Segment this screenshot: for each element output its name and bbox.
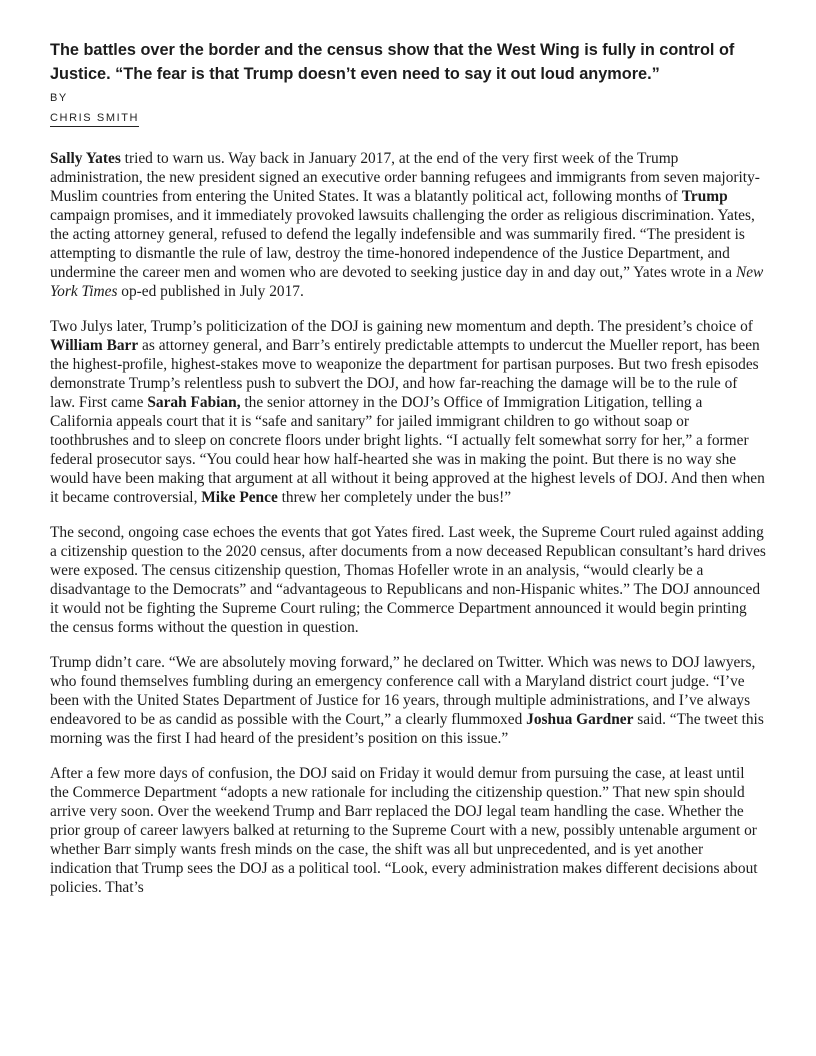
bold-name: Joshua Gardner [526,711,634,728]
article-dek: The battles over the border and the census show that the West Wing is fully in control of Justice. “The fear is that Trump doesn’t even need to say it out loud anymore.” [50,41,735,83]
bold-name: William Barr [50,337,139,354]
paragraph-text: The second, ongoing case echoes the events that got Yates fired. Last week, the Supreme Court ruled against adding a citizenship question to the 2020 census, after documents from a now deceased Republican consultant’s hard drives were exposed. The census citizenship question, Thomas Hofeller wrote in an analysis, “would clearly be a disadvantage to the Democrats” and “advantageous to Republicans and non-Hispanic whites.” The DOJ announced it would not be fighting the Supreme Court ruling; the Commerce Department announced it would begin printing the census forms without the question in question. [50,524,766,636]
paragraph-text: After a few more days of confusion, the DOJ said on Friday it would demur from pursuing the case, at least until the Commerce Department “adopts a new rationale for including the citizenship question.” That new spin should arrive very soon. Over the weekend Trump and Barr replaced the DOJ legal team handling the case. Whether the prior group of career lawyers balked at returning to the Supreme Court with a new, possibly untenable argument or whether Barr simply wants fresh minds on the case, the shift was all but unprecedented, and is yet another indication that Trump sees the DOJ as a political tool. “Look, every administration makes different decisions about policies. That’s [50,765,758,896]
paragraph-text: said. “The tweet this morning was the first I had heard of the president’s position on this issue.” [50,711,764,747]
byline-label: BY [50,92,68,104]
bold-name: Sarah Fabian, [147,394,241,411]
body-paragraph [50,764,766,897]
body-paragraph [50,149,766,301]
body-paragraph [50,653,766,748]
paragraph-text: threw her completely under the bus!” [277,489,512,506]
paragraph-text: tried to warn us. Way back in January 2017, at the end of the very first week of the Trump administration, the new president signed an executive order banning refugees and immigrants from seven majority-Muslim countries from entering the United States. It was a blatantly political act, following months of [50,150,760,205]
paragraph-text: Two Julys later, Trump’s politicization of the DOJ is gaining new momentum and depth. The president’s choice of [50,318,753,335]
bold-name: Trump [681,188,728,205]
bold-name: Sally Yates [50,150,121,167]
article [50,0,766,913]
bold-name: Mike Pence [201,489,278,506]
paragraph-text: campaign promises, and it immediately provoked lawsuits challenging the order as religious discrimination. Yates, the acting attorney general, refused to defend the legally indefensible and was summarily fired. “The president is attempting to dismantle the rule of law, destroy the time-honored independence of the Justice Department, and undermine the career men and women who are devoted to seeking justice day in and day out,” Yates wrote in a [50,207,755,281]
paragraph-text: op-ed published in July 2017. [117,283,304,300]
paragraph-text: Trump didn’t care. “We are absolutely moving forward,” he declared on Twitter. Which was news to DOJ lawyers, who found themselves fumbling during an emergency conference call with a Maryland district court judge. “I’ve been with the United States Department of Justice for 16 years, through multiple administrations, and I’ve always endeavored to be as candid as possible with the Court,” a clearly flummoxed [50,654,756,728]
body-paragraph [50,523,766,637]
author-link[interactable]: CHRIS SMITH [50,110,139,127]
body-paragraph [50,317,766,507]
paragraph-text: as attorney general, and Barr’s entirely predictable attempts to undercut the Mueller report, has been the highest-profile, highest-stakes move to weaponize the department for partisan purposes. But two fresh episodes demonstrate Trump’s relentless push to subvert the DOJ, and how far-reaching the damage will be to the rule of law. First came [50,337,760,411]
article-body [50,149,766,897]
italic-title: New York Times [50,264,764,300]
paragraph-text: the senior attorney in the DOJ’s Office of Immigration Litigation, telling a California appeals court that it is “safe and sanitary” for jailed immigrant children to go without soap or toothbrushes and to sleep on concrete floors under bright lights. “I actually felt somewhat sorry for her,” a former federal prosecutor says. “You could hear how half-hearted she was in making the point. But there is no way she would have been making that argument at all without it being approved at the highest levels of DOJ. And then when it became controversial, [50,394,765,506]
